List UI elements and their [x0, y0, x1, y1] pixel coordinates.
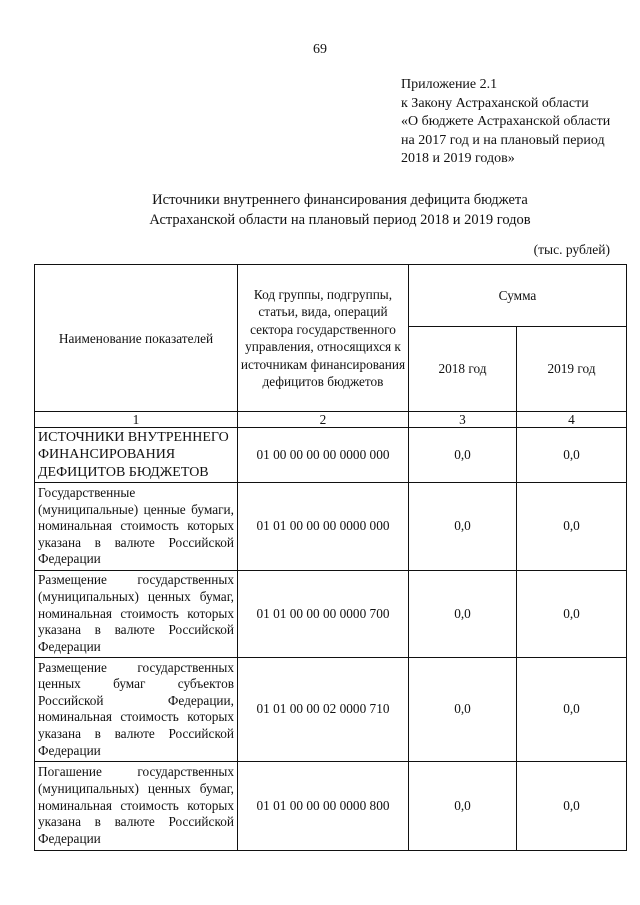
appendix-line: на 2017 год и на плановый период	[401, 132, 605, 148]
title-line-2: Астраханской области на плановый период 2018 и 2019 годов	[149, 212, 531, 228]
row-code: 01 01 00 00 02 0000 710	[238, 657, 409, 761]
table-row	[35, 428, 627, 483]
row-value-2018: 0,0	[409, 428, 517, 483]
row-name: Размещение государственных (муниципальных) ценных бумаг, номинальная стоимость которых указана в валюте Российской Федерации	[35, 570, 238, 657]
column-number: 4	[517, 412, 627, 428]
header-name	[35, 265, 238, 412]
row-value-2018: 0,0	[409, 570, 517, 657]
header-sum: Сумма	[409, 265, 627, 327]
row-value-2018: 0,0	[409, 482, 517, 570]
row-name: ИСТОЧНИКИ ВНУТРЕННЕГО ФИНАНСИРОВАНИЯ ДЕФИЦИТОВ БЮДЖЕТОВ	[35, 428, 238, 483]
row-code: 01 01 00 00 00 0000 000	[238, 482, 409, 570]
row-value-2018: 0,0	[409, 657, 517, 761]
units-label: (тыс. рублей)	[533, 242, 610, 257]
row-code: 01 01 00 00 00 0000 800	[238, 761, 409, 850]
row-value-2019: 0,0	[517, 657, 627, 761]
page-number: 69	[313, 42, 327, 57]
appendix-block	[401, 76, 637, 169]
appendix-line: 2018 и 2019 годов»	[401, 151, 515, 166]
table-row	[35, 761, 627, 850]
row-value-2018: 0,0	[409, 761, 517, 850]
row-code: 01 00 00 00 00 0000 000	[238, 428, 409, 483]
row-value-2019: 0,0	[517, 761, 627, 850]
table-row	[35, 657, 627, 761]
header-name-text: Наименование показателей	[58, 330, 214, 346]
header-year-2019: 2019 год	[517, 327, 627, 412]
document-title	[40, 190, 640, 230]
appendix-line: «О бюджете Астраханской области	[401, 114, 611, 129]
financing-sources-table	[34, 264, 627, 851]
column-number: 2	[238, 412, 409, 428]
header-year-2018: 2018 год	[409, 327, 517, 412]
row-value-2019: 0,0	[517, 570, 627, 657]
appendix-line: Приложение 2.1	[401, 77, 498, 92]
column-number: 1	[35, 412, 238, 428]
row-name: Размещение государственных ценных бумаг субъектов Российской Федерации, номинальная стоимость которых указана в валюте Российской Федерации	[35, 657, 238, 761]
row-value-2019: 0,0	[517, 482, 627, 570]
row-name: Государственные (муниципальные) ценные бумаги, номинальная стоимость которых указана в валюте Российской Федерации	[35, 482, 238, 570]
table-row	[35, 482, 627, 570]
row-value-2019: 0,0	[517, 428, 627, 483]
row-code: 01 01 00 00 00 0000 700	[238, 570, 409, 657]
row-name: Погашение государственных (муниципальных) ценных бумаг, номинальная стоимость которых указана в валюте Российской Федерации	[35, 761, 238, 850]
table-row	[35, 570, 627, 657]
header-code: Код группы, подгруппы, статьи, вида, операций сектора государственного управления, относящихся к источникам финансирования дефицитов бюджетов	[238, 265, 409, 412]
appendix-line: к Закону Астраханской области	[401, 95, 589, 111]
title-line-1: Источники внутреннего финансирования дефицита бюджета	[152, 192, 528, 208]
column-number: 3	[409, 412, 517, 428]
